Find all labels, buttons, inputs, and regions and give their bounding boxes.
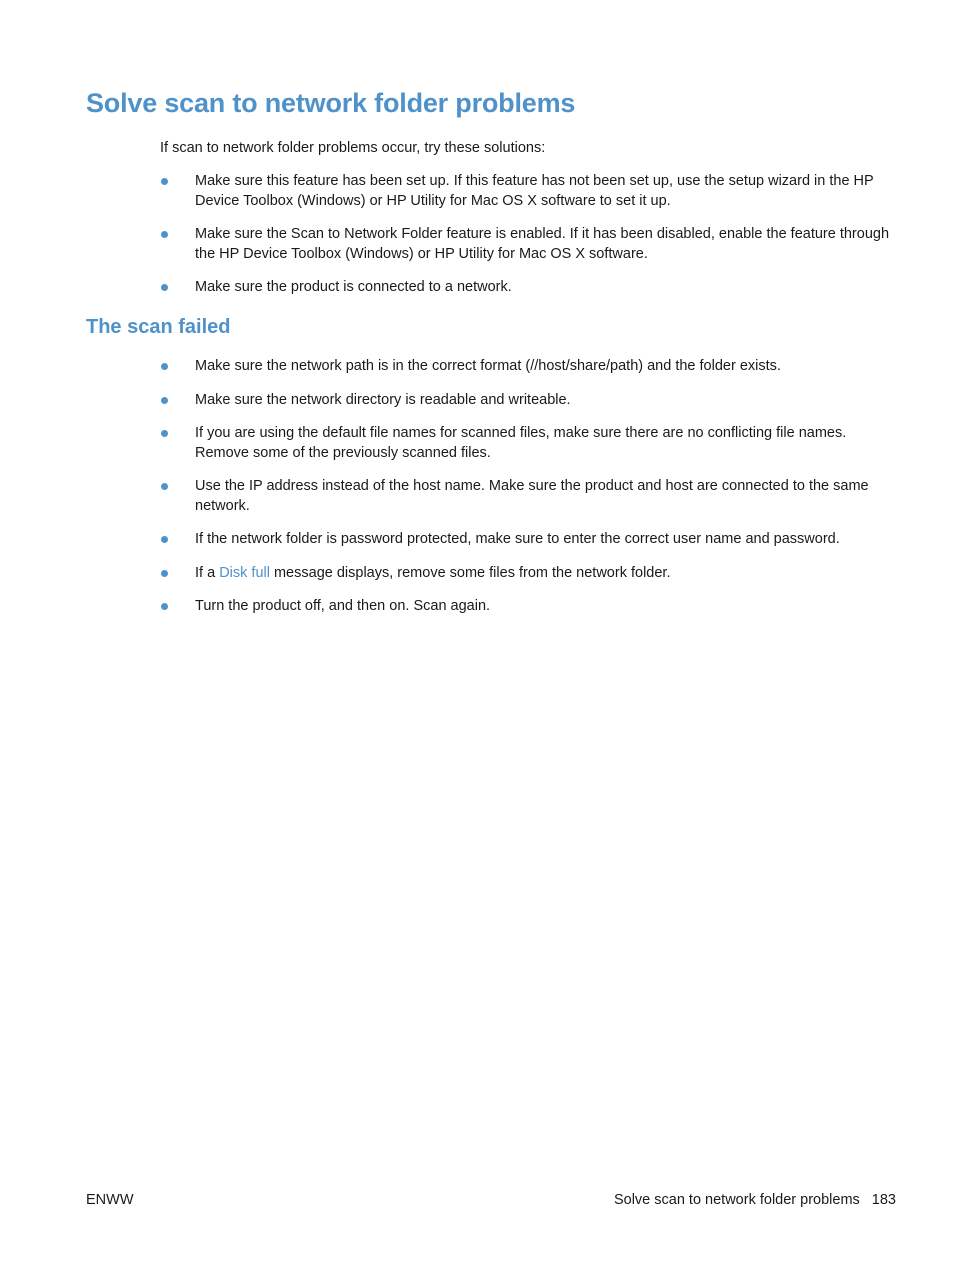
list-item: [160, 597, 890, 617]
list-item-text: Make sure this feature has been set up. If this feature has not been set up, use the setup wizard in the HP Device Toolbox (Windows) or HP Utility for Mac OS X software to set it up.: [195, 173, 874, 209]
bullet-icon: [161, 483, 168, 490]
intro-text: If scan to network folder problems occur, try these solutions:: [160, 140, 546, 156]
solutions-list: [160, 172, 890, 312]
list-item-text: If the network folder is password protected, make sure to enter the correct user name and password.: [195, 531, 840, 547]
bullet-icon: [161, 397, 168, 404]
list-item: [160, 172, 890, 211]
bullet-icon: [161, 284, 168, 291]
list-item-text: Make sure the network path is in the correct format (//host/share/path) and the folder exists.: [195, 358, 781, 374]
section-title-scan-failed: The scan failed: [86, 316, 231, 338]
bullet-icon: [161, 430, 168, 437]
list-item-text: Make sure the product is connected to a network.: [195, 279, 512, 295]
page-number: 183: [871, 1192, 896, 1208]
bullet-icon: [161, 536, 168, 543]
disk-full-message: Disk full: [219, 564, 270, 581]
list-item: [160, 477, 890, 516]
footer-section-title: Solve scan to network folder problems: [613, 1192, 860, 1208]
list-item: [160, 424, 890, 463]
list-item-text: [195, 565, 670, 581]
list-item-text: Turn the product off, and then on. Scan again.: [195, 598, 491, 614]
list-item: [160, 278, 890, 298]
list-item: [160, 564, 890, 584]
list-item: [160, 225, 890, 264]
list-item-text: Make sure the network directory is readable and writeable.: [195, 391, 571, 408]
list-item-text: If you are using the default file names for scanned files, make sure there are no conflicting file names. Remove some of the previously scanned files.: [195, 425, 847, 461]
list-item: [160, 391, 890, 411]
disk-full-suffix: message displays, remove some files from the network folder.: [269, 564, 671, 581]
footer-left-label: ENWW: [86, 1192, 134, 1208]
list-item: [160, 530, 890, 550]
footer-right: [614, 1192, 896, 1208]
list-item-text: Make sure the Scan to Network Folder feature is enabled. If it has been disabled, enable the feature through the HP Device Toolbox (Windows) or HP Utility for Mac OS X software.: [195, 226, 890, 262]
bullet-icon: [161, 570, 168, 577]
scan-failed-list: [160, 357, 890, 631]
bullet-icon: [161, 363, 168, 370]
list-item: [160, 357, 890, 377]
bullet-icon: [161, 178, 168, 185]
page-title: Solve scan to network folder problems: [86, 88, 576, 118]
bullet-icon: [161, 603, 168, 610]
disk-full-prefix: If a: [195, 564, 220, 581]
bullet-icon: [161, 231, 168, 238]
list-item-text: Use the IP address instead of the host name. Make sure the product and host are connected to the same network.: [195, 478, 869, 514]
